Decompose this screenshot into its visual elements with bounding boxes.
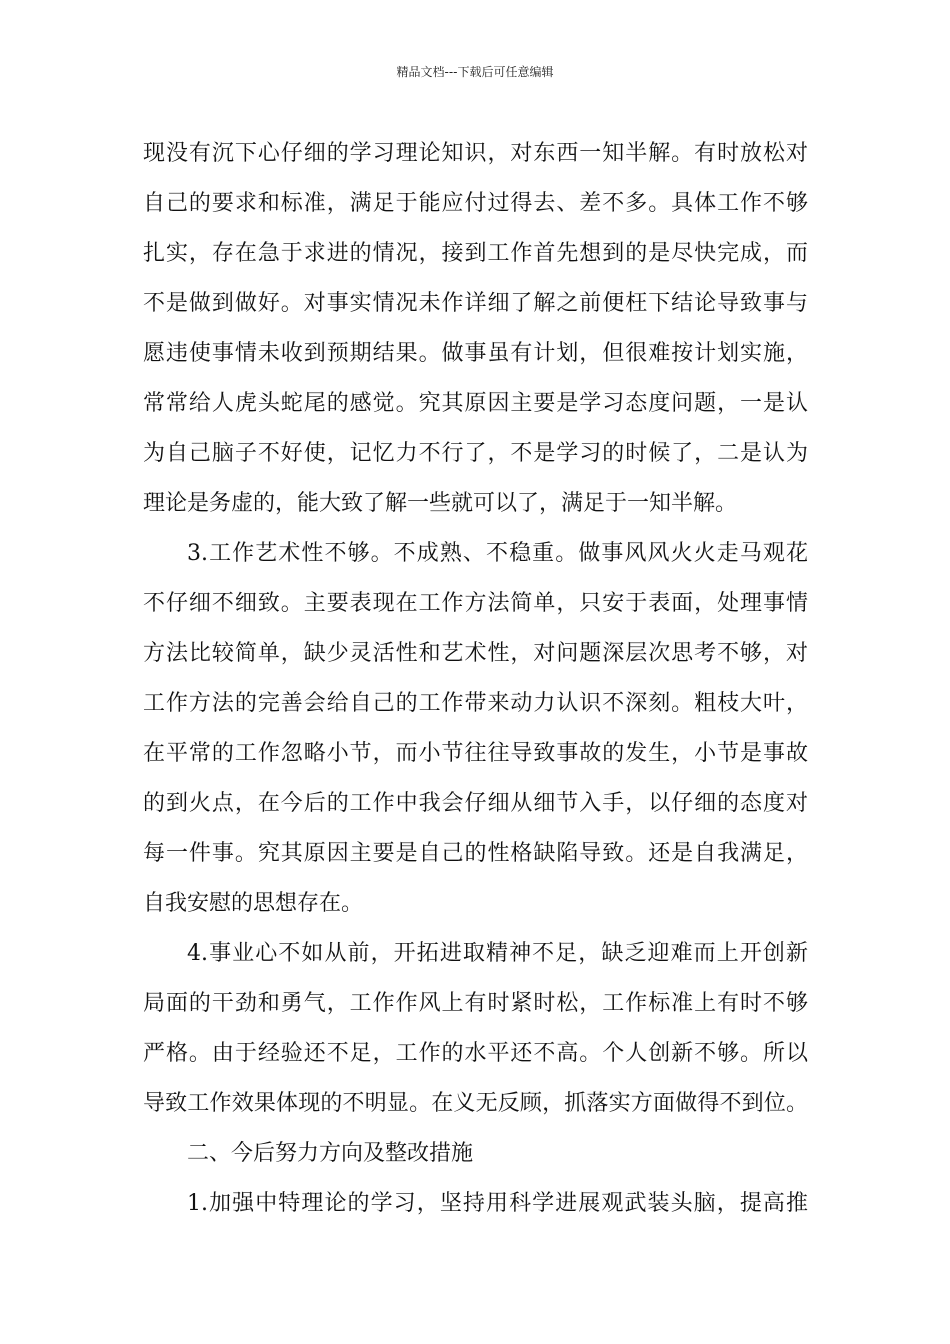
text-line: 常常给人虎头蛇尾的感觉。究其原因主要是学习态度问题，一是认 xyxy=(143,391,808,416)
text-line: 为自己脑子不好使，记忆力不行了，不是学习的时候了，二是认为 xyxy=(143,441,808,466)
text-line: 的到火点，在今后的工作中我会仔细从细节入手，以仔细的态度对 xyxy=(143,791,808,816)
text-line: 导致工作效果体现的不明显。在义无反顾，抓落实方面做得不到位。 xyxy=(143,1091,808,1116)
text-line: 局面的干劲和勇气，工作作风上有时紧时松，工作标准上有时不够 xyxy=(143,991,808,1016)
text-line: 工作方法的完善会给自己的工作带来动力认识不深刻。粗枝大叶， xyxy=(143,691,808,716)
text-line: 不是做到做好。对事实情况未作详细了解之前便枉下结论导致事与 xyxy=(143,291,808,316)
text-line: 严格。由于经验还不足，工作的水平还不高。个人创新不够。所以 xyxy=(143,1041,808,1066)
text-line: 扎实，存在急于求进的情况，接到工作首先想到的是尽快完成，而 xyxy=(143,241,808,266)
text-line: 自我安慰的思想存在。 xyxy=(143,891,364,916)
paragraph-start-line: 3.工作艺术性不够。不成熟、不稳重。做事风风火火走马观花 xyxy=(187,541,808,566)
paragraph-start-line: 4.事业心不如从前，开拓进取精神不足，缺乏迎难而上开创新 xyxy=(187,941,808,966)
text-line: 每一件事。究其原因主要是自己的性格缺陷导致。还是自我满足， xyxy=(143,841,808,866)
text-line: 理论是务虚的，能大致了解一些就可以了，满足于一知半解。 xyxy=(143,491,738,516)
text-line: 现没有沉下心仔细的学习理论知识，对东西一知半解。有时放松对 xyxy=(143,141,808,166)
text-line: 方法比较简单，缺少灵活性和艺术性，对问题深层次思考不够，对 xyxy=(143,641,808,666)
body-text xyxy=(143,134,808,1234)
text-line: 自己的要求和标准，满足于能应付过得去、差不多。具体工作不够 xyxy=(143,191,808,216)
text-line: 不仔细不细致。主要表现在工作方法简单，只安于表面，处理事情 xyxy=(143,591,808,616)
text-line: 愿违使事情未收到预期结果。做事虽有计划，但很难按计划实施， xyxy=(143,341,808,366)
paragraph-start-line: 1.加强中特理论的学习，坚持用科学进展观武装头脑，提高推 xyxy=(187,1191,808,1216)
text-line: 在平常的工作忽略小节，而小节往往导致事故的发生，小节是事故 xyxy=(143,741,808,766)
section-heading: 二、今后努力方向及整改措施 xyxy=(187,1141,474,1166)
page-header: 精品文档---下载后可任意编辑 xyxy=(396,65,554,79)
